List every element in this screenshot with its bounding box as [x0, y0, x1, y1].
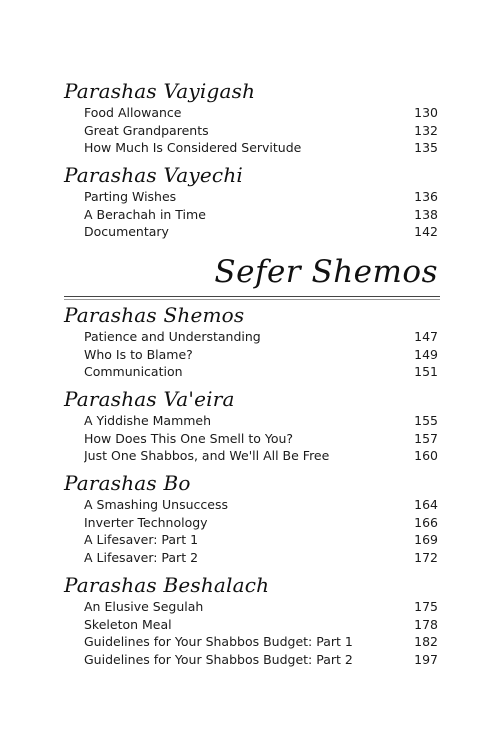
toc-entry[interactable]	[84, 206, 440, 224]
entry-list	[84, 598, 440, 668]
toc-entry[interactable]	[84, 328, 440, 346]
toc-entry[interactable]	[84, 188, 440, 206]
entry-title: Who Is to Blame?	[84, 346, 193, 362]
parasha-section-vaeira	[64, 388, 440, 465]
entry-page-number: 132	[414, 122, 438, 138]
toc-entry[interactable]	[84, 514, 440, 532]
entry-page-number: 147	[414, 329, 438, 344]
parasha-title: Parashas Bo	[64, 471, 191, 495]
parasha-title: Parashas Beshalach	[64, 573, 270, 597]
entry-page-number: 130	[414, 105, 438, 120]
toc-entry[interactable]	[84, 363, 440, 381]
parasha-title: Parashas Va'eira	[64, 387, 235, 411]
entry-title: How Much Is Considered Servitude	[84, 140, 302, 155]
entry-title: Inverter Technology	[84, 514, 208, 530]
toc-entry[interactable]	[84, 430, 440, 448]
toc-entry[interactable]	[84, 139, 440, 157]
toc-entry[interactable]	[84, 223, 440, 241]
parasha-section-bo	[64, 472, 440, 566]
entry-page-number: 155	[414, 413, 438, 428]
entry-page-number: 157	[414, 430, 438, 446]
sefer-divider	[64, 296, 440, 297]
parasha-section-vayigash	[64, 80, 440, 157]
entry-page-number: 142	[414, 224, 438, 239]
entry-page-number: 160	[414, 448, 438, 463]
entry-list	[84, 328, 440, 381]
parasha-section-vayechi	[64, 164, 440, 241]
entry-page-number: 166	[414, 514, 438, 530]
entry-title: Guidelines for Your Shabbos Budget: Part 1	[84, 634, 353, 649]
entry-title: Parting Wishes	[84, 189, 177, 204]
entry-title: Food Allowance	[84, 105, 182, 120]
entry-page-number: 175	[414, 599, 438, 614]
entry-page-number: 172	[414, 549, 438, 565]
entry-title: A Berachah in Time	[84, 206, 206, 222]
entry-list	[84, 496, 440, 566]
entry-page-number: 151	[414, 364, 438, 379]
entry-title: A Lifesaver: Part 2	[84, 549, 199, 565]
entry-list	[84, 412, 440, 465]
parasha-title: Parashas Vayechi	[64, 163, 244, 187]
entry-list	[84, 104, 440, 157]
entry-title: Guidelines for Your Shabbos Budget: Part 2	[84, 651, 353, 667]
toc-entry[interactable]	[84, 549, 440, 567]
toc-entry[interactable]	[84, 496, 440, 514]
toc-entry[interactable]	[84, 104, 440, 122]
entry-page-number: 149	[414, 346, 438, 362]
parasha-title: Parashas Vayigash	[64, 79, 256, 103]
toc-entry[interactable]	[84, 616, 440, 634]
entry-page-number: 138	[414, 206, 438, 222]
toc-entry[interactable]	[84, 122, 440, 140]
toc-entry[interactable]	[84, 447, 440, 465]
entry-title: An Elusive Segulah	[84, 599, 204, 614]
entry-title: Skeleton Meal	[84, 616, 172, 632]
entry-title: A Yiddishe Mammeh	[84, 413, 212, 428]
entry-page-number: 164	[414, 497, 438, 512]
toc-entry[interactable]	[84, 531, 440, 549]
sefer-heading: Sefer Shemos	[214, 254, 438, 290]
entry-title: A Smashing Unsuccess	[84, 497, 229, 512]
entry-page-number: 136	[414, 189, 438, 204]
entry-title: A Lifesaver: Part 1	[84, 532, 199, 547]
parasha-section-beshalach	[64, 574, 440, 668]
entry-page-number: 169	[414, 532, 438, 547]
entry-title: Just One Shabbos, and We'll All Be Free	[84, 448, 330, 463]
toc-entry[interactable]	[84, 346, 440, 364]
entry-title: Patience and Understanding	[84, 329, 261, 344]
entry-page-number: 135	[414, 140, 438, 155]
toc-entry[interactable]	[84, 598, 440, 616]
entry-title: Documentary	[84, 224, 169, 239]
entry-title: Great Grandparents	[84, 122, 209, 138]
entry-page-number: 178	[414, 616, 438, 632]
entry-title: Communication	[84, 364, 183, 379]
toc-entry[interactable]	[84, 651, 440, 669]
entry-page-number: 197	[414, 651, 438, 667]
entry-title: How Does This One Smell to You?	[84, 430, 294, 446]
toc-entry[interactable]	[84, 412, 440, 430]
entry-page-number: 182	[414, 634, 438, 649]
parasha-title: Parashas Shemos	[64, 303, 245, 327]
toc-entry[interactable]	[84, 633, 440, 651]
parasha-section-shemos	[64, 304, 440, 381]
entry-list	[84, 188, 440, 241]
